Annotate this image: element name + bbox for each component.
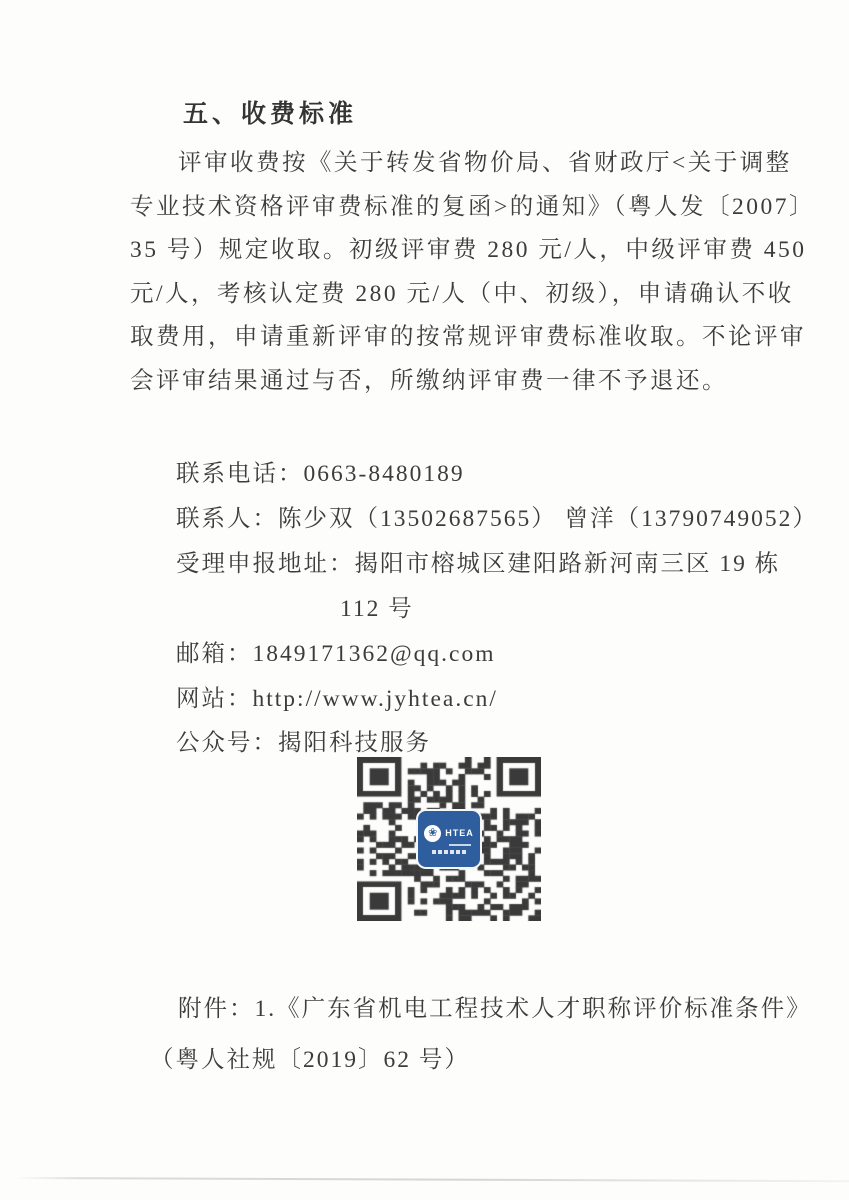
scan-artifact-line [15, 1177, 849, 1182]
qr-logo-flower-icon: ❀ [424, 825, 441, 842]
contact-address-line2: 112 号 [340, 595, 414, 622]
fee-paragraph [130, 142, 816, 404]
contact-email: 邮箱：1849171362@qq.com [176, 640, 496, 667]
paragraph-line: 专业技术资格评审费标准的复函>的通知》（粤人发〔2007〕 [130, 193, 816, 220]
attachment-line: （粤人社规〔2019〕62 号） [150, 1047, 470, 1073]
contact-info-block [176, 452, 818, 766]
paragraph-line: 元/人，考核认定费 280 元/人（中、初级），申请确认不收 [130, 280, 794, 307]
contact-phone: 联系电话：0663-8480189 [176, 461, 465, 487]
paragraph-line: 35 号）规定收取。初级评审费 280 元/人，中级评审费 450 [130, 237, 807, 264]
qr-code [357, 757, 541, 921]
contact-public-account: 公众号：揭阳科技服务 [176, 730, 431, 757]
paragraph-line: 取费用，申请重新评审的按常规评审费标准收取。不论评审 [130, 324, 806, 351]
qr-center-logo [416, 809, 482, 869]
contact-website: 网站：http://www.jyhtea.cn/ [176, 685, 498, 712]
qr-logo-text: HTEA [445, 828, 474, 838]
paragraph-line: 评审收费按《关于转发省物价局、省财政厅<关于调整 [178, 150, 792, 176]
qr-logo-subline [449, 844, 471, 846]
attachment-line: 附件：1.《广东省机电工程技术人才职称评价标准条件》 [178, 996, 812, 1022]
contact-address-line1: 受理申报地址：揭阳市榕城区建阳路新河南三区 19 栋 [176, 550, 781, 577]
section-heading: 五、收费标准 [183, 101, 358, 128]
paragraph-line: 会评审结果通过与否，所缴纳评审费一律不予退还。 [130, 367, 728, 394]
attachment-block [150, 984, 812, 1086]
qr-logo-microtext [432, 850, 466, 854]
contact-persons: 联系人：陈少双（13502687565） 曾洋（13790749052） [176, 505, 818, 532]
